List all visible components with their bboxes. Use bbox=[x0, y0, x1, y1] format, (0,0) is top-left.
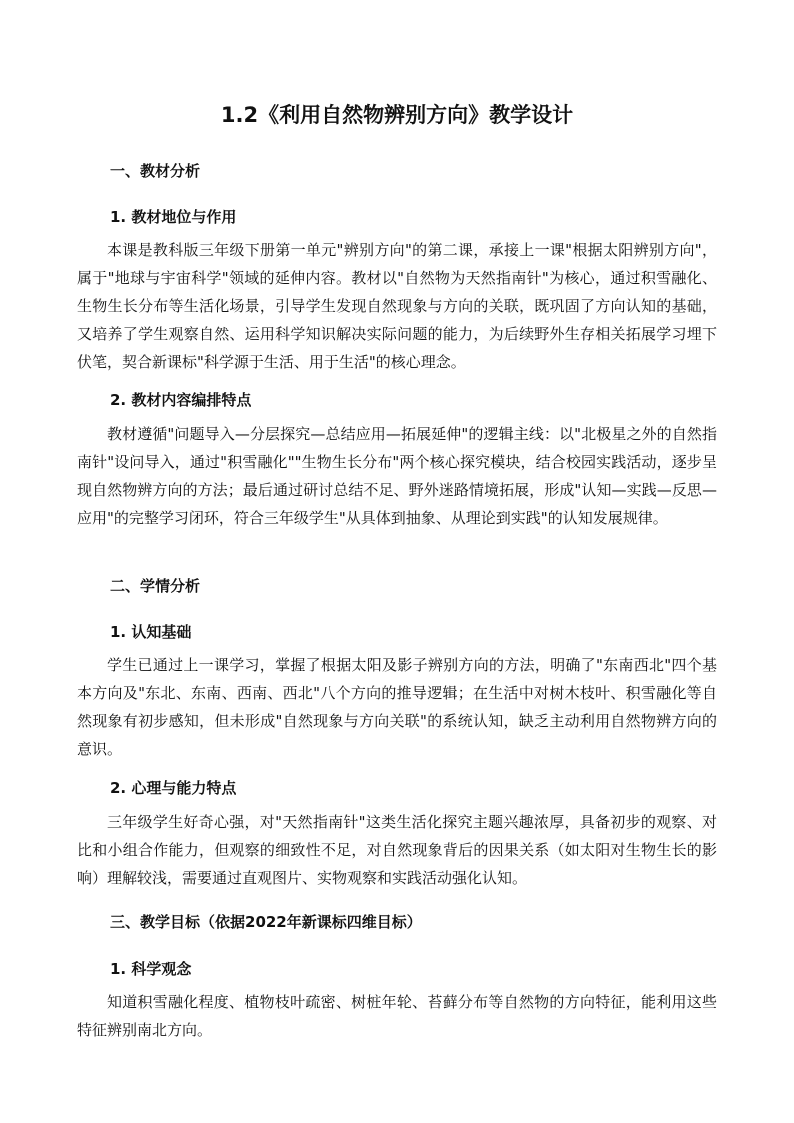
section-heading-textbook-analysis: 一、教材分析 bbox=[110, 162, 201, 180]
section-heading-teaching-objectives: 三、教学目标（依据2022年新课标四维目标） bbox=[110, 913, 422, 931]
paragraph-content-arrangement: 教材遵循"问题导入—分层探究—总结应用—拓展延伸"的逻辑主线：以"北极星之外的自然指南针"设问导入，通过"积雪融化""生物生长分布"两个核心探究模块，结合校园实践活动，逐步呈现自然物辨方向的方法；最后通过研讨总结不足、野外迷路情境拓展，形成"认知—实践—反思—应用"的完整学习闭环，符合三年级学生"从具体到抽象、从理论到实践"的认知发展规律。 bbox=[77, 425, 717, 527]
subsection-heading-content-arrangement: 2. 教材内容编排特点 bbox=[110, 391, 252, 409]
subsection-heading-status-role: 1. 教材地位与作用 bbox=[110, 208, 237, 226]
subsection-heading-psychology-ability: 2. 心理与能力特点 bbox=[110, 779, 237, 797]
paragraph-status-role: 本课是教科版三年级下册第一单元"辨别方向"的第二课，承接上一课"根据太阳辨别方向"，属于"地球与宇宙科学"领域的延伸内容。教材以"自然物为天然指南针"为核心，通过积雪融化、生物生长分布等生活化场景，引导学生发现自然现象与方向的关联，既巩固了方向认知的基础，又培养了学生观察自然、运用科学知识解决实际问题的能力，为后续野外生存相关拓展学习埋下伏笔，契合新课标"科学源于生活、用于生活"的核心理念。 bbox=[77, 241, 717, 371]
subsection-heading-cognitive-basis: 1. 认知基础 bbox=[110, 623, 192, 641]
section-heading-student-analysis: 二、学情分析 bbox=[110, 577, 201, 595]
paragraph-cognitive-basis: 学生已通过上一课学习，掌握了根据太阳及影子辨别方向的方法，明确了"东南西北"四个基本方向及"东北、东南、西南、西北"八个方向的推导逻辑；在生活中对树木枝叶、积雪融化等自然现象有初步感知，但未形成"自然现象与方向关联"的系统认知，缺乏主动利用自然物辨方向的意识。 bbox=[77, 656, 717, 758]
subsection-heading-scientific-concept: 1. 科学观念 bbox=[110, 960, 192, 978]
paragraph-psychology-ability: 三年级学生好奇心强，对"天然指南针"这类生活化探究主题兴趣浓厚，具备初步的观察、对比和小组合作能力，但观察的细致性不足，对自然现象背后的因果关系（如太阳对生物生长的影响）理解较浅，需要通过直观图片、实物观察和实践活动强化认知。 bbox=[77, 813, 717, 887]
paragraph-scientific-concept: 知道积雪融化程度、植物枝叶疏密、树桩年轮、苔藓分布等自然物的方向特征，能利用这些特征辨别南北方向。 bbox=[77, 993, 717, 1039]
document-title: 1.2《利用自然物辨别方向》教学设计 bbox=[220, 103, 574, 127]
